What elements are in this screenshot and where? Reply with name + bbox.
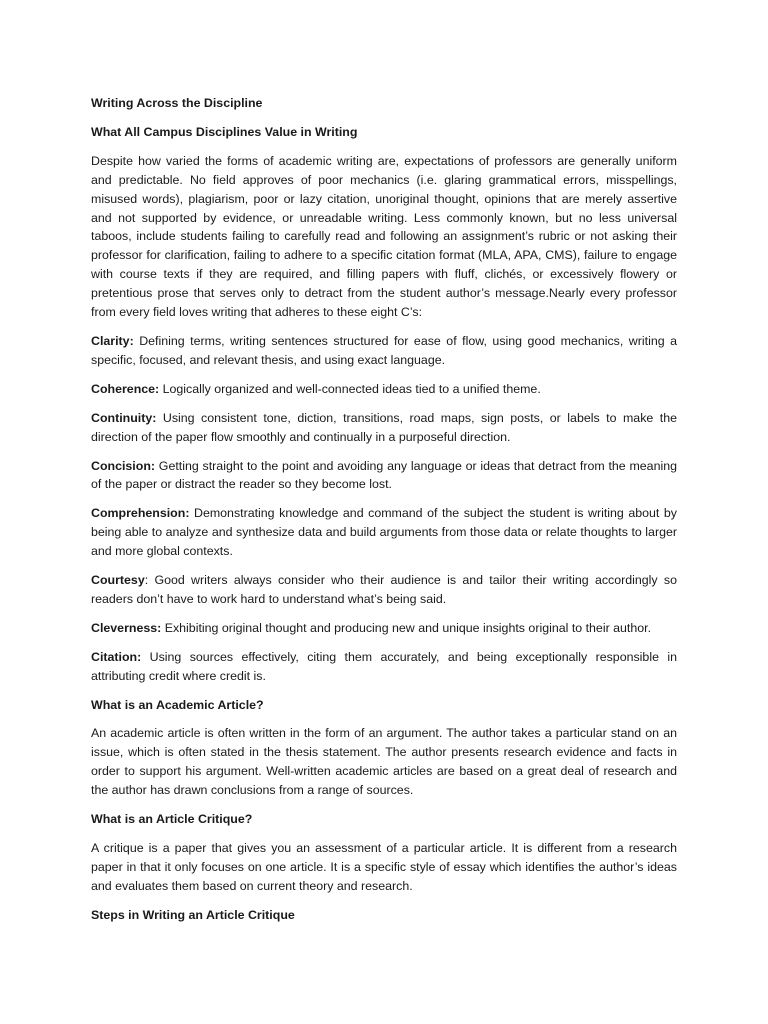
c-text: Logically organized and well-connected ideas tied to a unified theme.	[159, 381, 541, 396]
c-term: Citation:	[91, 649, 142, 664]
academic-article-paragraph: An academic article is often written in the form of an argument. The author takes a particular stand on an issue, which is often stated in the thesis statement. The author presents research evidence and facts in order to support his argument. Well-written academic articles are based on a great deal of research and the author has drawn conclusions from a range of sources.	[91, 726, 677, 798]
c-item-continuity	[91, 409, 677, 447]
c-term: Cleverness:	[91, 620, 162, 635]
article-critique-paragraph: A critique is a paper that gives you an assessment of a particular article. It is different from a research paper in that it only focuses on one article. It is a specific style of essay which identifies the author’s ideas and evaluates them based on current theory and research.	[91, 841, 677, 893]
c-item-citation	[91, 648, 677, 686]
section-heading-article-critique: What is an Article Critique?	[91, 812, 253, 827]
c-term: Coherence:	[91, 381, 160, 396]
c-term: Concision:	[91, 458, 156, 473]
c-item-comprehension	[91, 504, 677, 561]
c-item-concision	[91, 457, 677, 495]
section-heading-steps: Steps in Writing an Article Critique	[91, 907, 295, 922]
document-page	[91, 94, 677, 935]
c-text: Getting straight to the point and avoiding any language or ideas that detract from the meaning of the paper or distract the reader so they become lost.	[91, 458, 677, 492]
c-term: Continuity:	[91, 410, 157, 425]
c-text: Demonstrating knowledge and command of the subject the student is writing about by being able to analyze and synthesize data and build arguments from those data or relate thoughts to larger and more global contexts.	[91, 506, 677, 559]
c-text: Defining terms, writing sentences structured for ease of flow, using good mechanics, writing a specific, focused, and relevant thesis, and using exact language.	[91, 333, 677, 367]
c-item-courtesy	[91, 571, 677, 609]
c-term: Courtesy	[91, 573, 145, 588]
c-item-cleverness	[91, 619, 677, 638]
c-item-clarity	[91, 332, 677, 370]
c-text: Using consistent tone, diction, transitions, road maps, sign posts, or labels to make the direction of the paper flow smoothly and continually in a purposeful direction.	[91, 410, 677, 444]
c-text: Using sources effectively, citing them accurately, and being exceptionally responsible in attributing credit where credit is.	[91, 649, 677, 683]
c-term: Clarity:	[91, 333, 134, 348]
c-item-coherence	[91, 380, 677, 399]
section-heading-academic-article: What is an Academic Article?	[91, 697, 264, 712]
c-text: Exhibiting original thought and producing new and unique insights original to their author.	[161, 620, 652, 635]
intro-paragraph: Despite how varied the forms of academic writing are, expectations of professors are generally uniform and predictable. No field approves of poor mechanics (i.e. glaring grammatical errors, misspellings, misused words), plagiarism, poor or lazy citation, unoriginal thought, opinions that are merely assertive and not supported by evidence, or unreadable writing. Less commonly known, but no less universal taboos, include students failing to carefully read and following an assignment’s rubric or not asking their professor for clarification, failing to adhere to a specific citation format (MLA, APA, CMS), failure to engage with course texts if they are required, and filling papers with fluff, clichés, or excessively flowery or pretentious prose that serves only to detract from the student author’s message.Nearly every professor from every field loves writing that adheres to these eight C’s:	[91, 153, 677, 320]
document-title: Writing Across the Discipline	[91, 96, 263, 110]
c-text: : Good writers always consider who their audience is and tailor their writing accordingly so readers don’t have to work hard to understand what’s being said.	[91, 573, 677, 606]
c-term: Comprehension:	[91, 506, 190, 521]
section-heading-values: What All Campus Disciplines Value in Writing	[91, 124, 358, 139]
